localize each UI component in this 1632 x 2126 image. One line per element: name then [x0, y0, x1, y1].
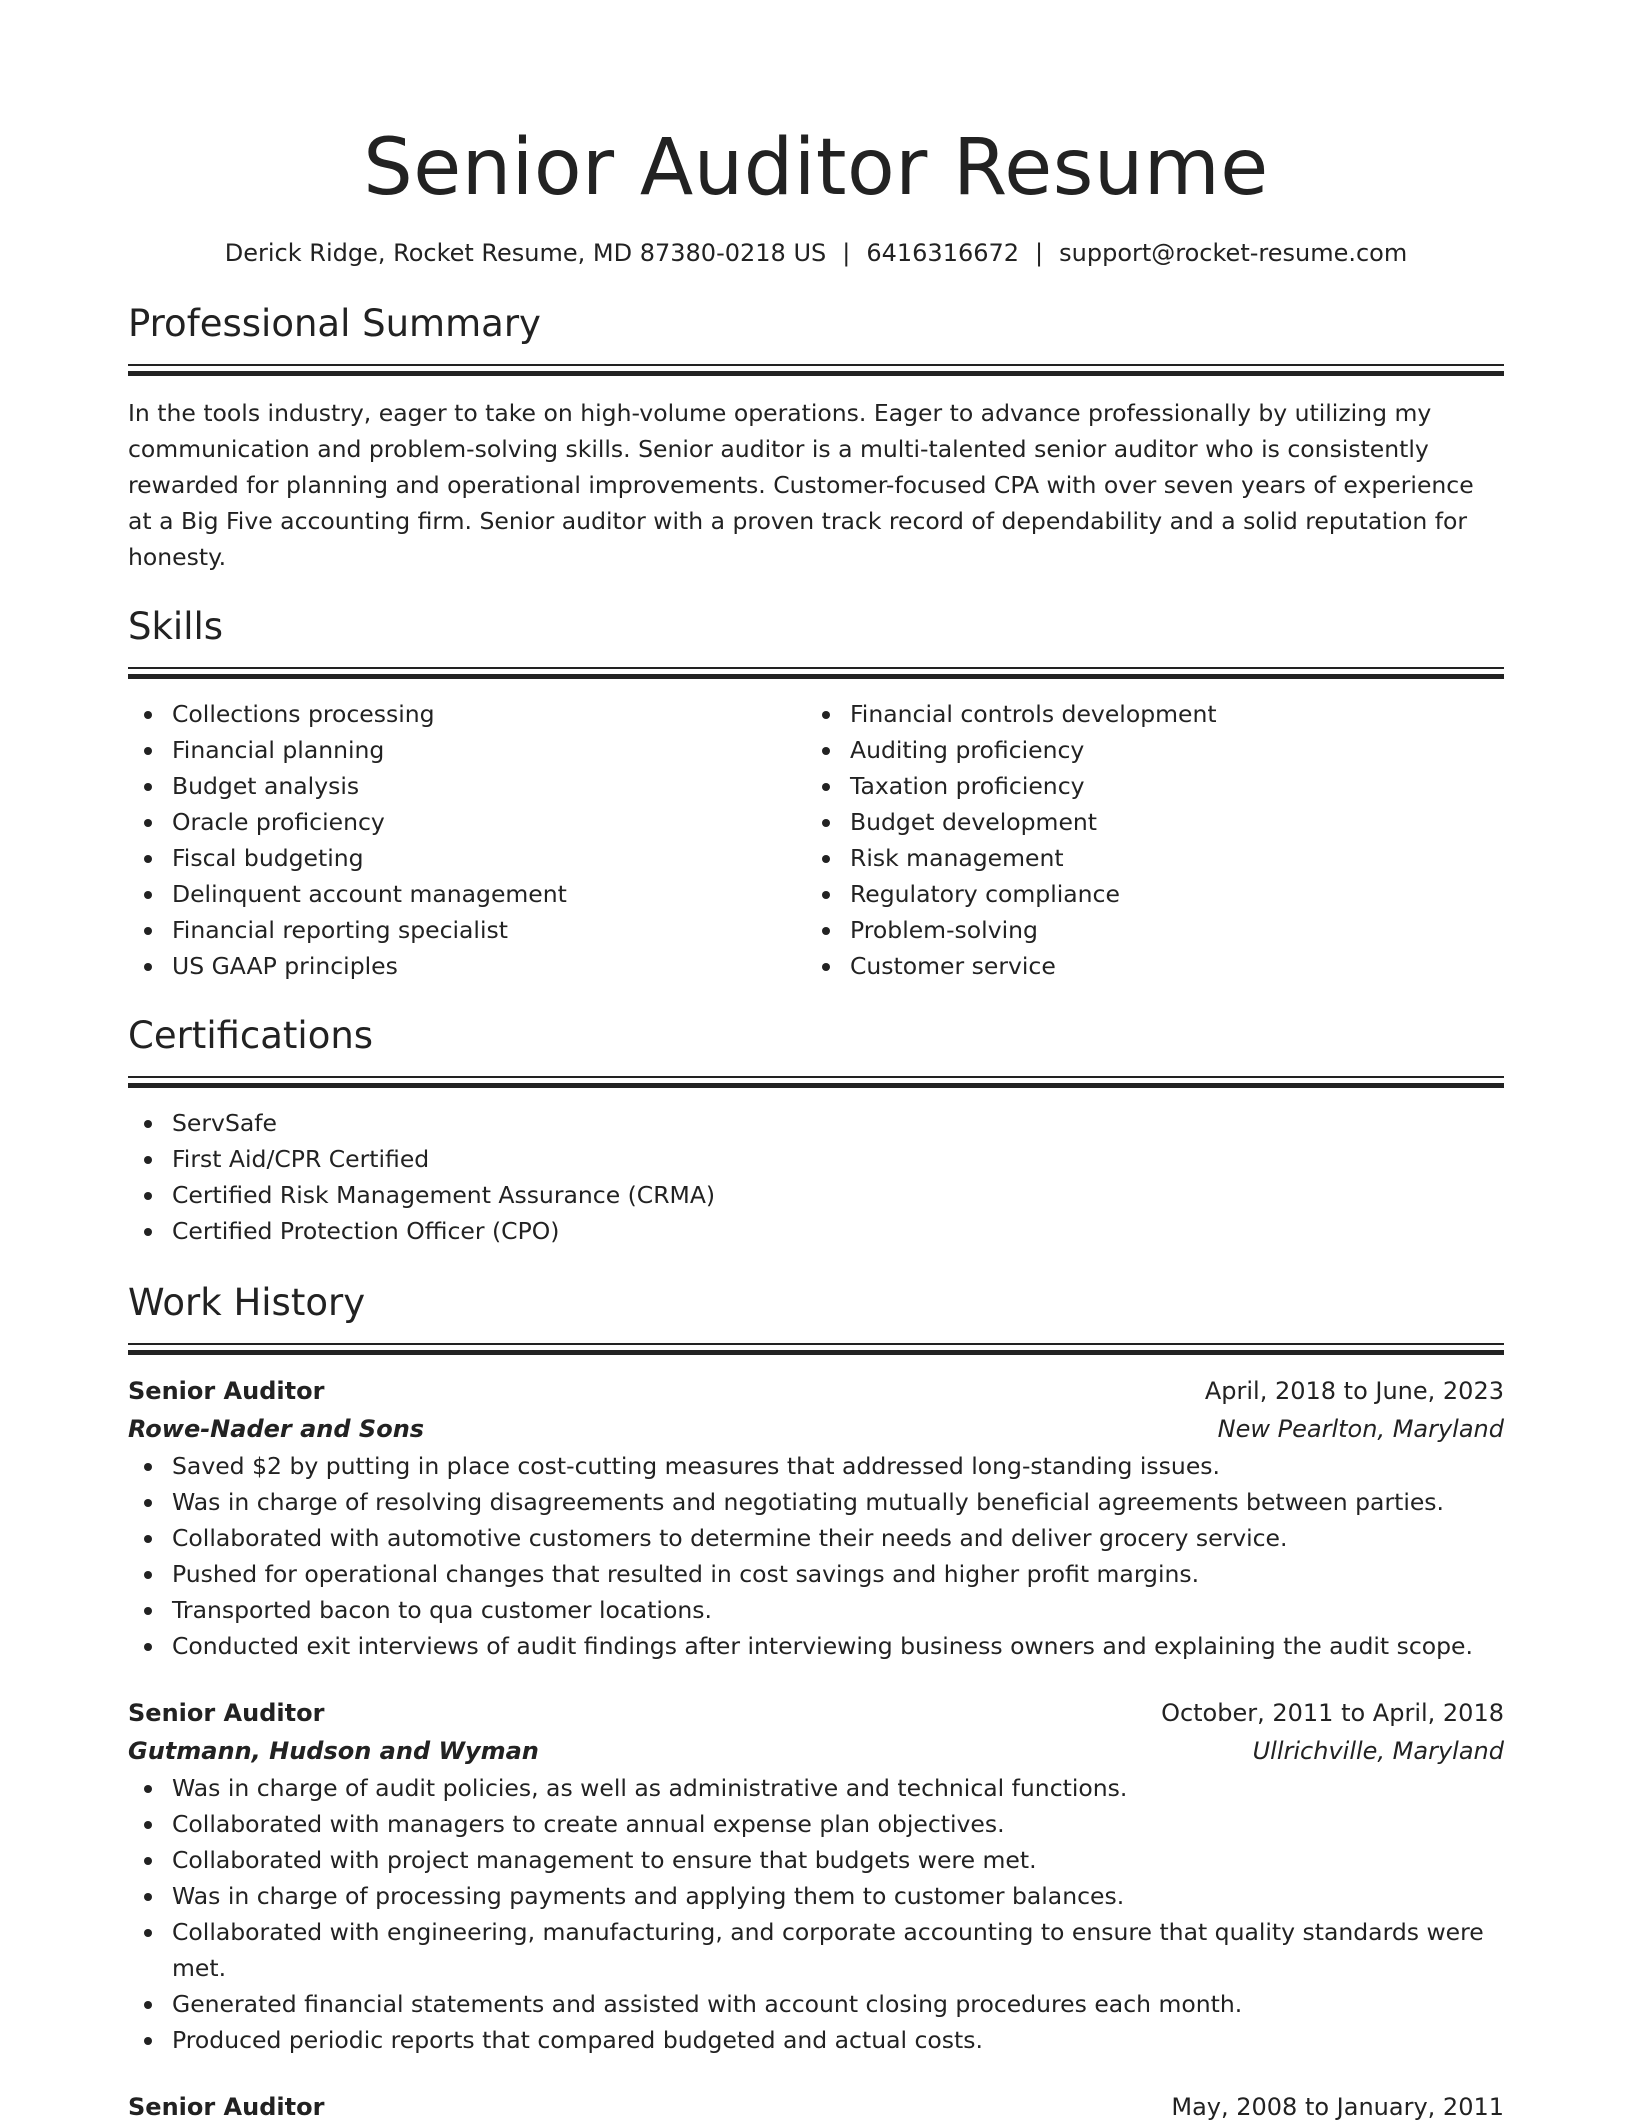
list-item: Collections processing [128, 696, 806, 732]
contact-email[interactable]: support@rocket-resume.com [1059, 239, 1408, 267]
job-subheader [128, 1410, 1504, 1448]
section-divider [128, 1076, 1504, 1078]
summary-text: In the tools industry, eager to take on high-volume operations. Eager to advance professionally by utilizing my communication and problem-solving skills. Senior auditor is a multi-talented senior auditor who is consistently rewarded for planning and operational improvements. Customer-focused CPA with over seven years of experience at a Big Five accounting firm. Senior auditor with a proven track record of dependability and a solid reputation for honesty. [128, 399, 1474, 571]
job-entry [128, 1694, 1504, 2058]
job-header [128, 2088, 1504, 2126]
section-divider [128, 364, 1504, 366]
resume-page [128, 0, 1504, 2126]
list-item: Budget analysis [128, 768, 806, 804]
list-item: Saved $2 by putting in place cost-cutting measures that addressed long-standing issues. [128, 1448, 1504, 1484]
section-divider [128, 1083, 1504, 1088]
list-item: ServSafe [128, 1105, 1504, 1141]
certifications-list [128, 1105, 1504, 1249]
section-divider [128, 1343, 1504, 1345]
summary-heading: Professional Summary [128, 302, 541, 345]
job-entry [128, 2088, 1504, 2126]
list-item: Transported bacon to qua customer locations. [128, 1592, 1504, 1628]
job-company: Gutmann, Hudson and Wyman [128, 1737, 539, 1765]
page-title: Senior Auditor Resume [363, 123, 1269, 213]
list-item: Auditing proficiency [806, 732, 1484, 768]
contact-separator: | [842, 239, 851, 267]
work-history-heading: Work History [128, 1281, 366, 1324]
job-bullets [128, 1770, 1504, 2058]
list-item: Generated financial statements and assisted with account closing procedures each month. [128, 1986, 1504, 2022]
list-item: Produced periodic reports that compared budgeted and actual costs. [128, 2022, 1504, 2058]
job-header [128, 1372, 1504, 1410]
list-item: Financial reporting specialist [128, 912, 806, 948]
job-title: Senior Auditor [128, 2093, 325, 2121]
list-item: Collaborated with engineering, manufacturing, and corporate accounting to ensure that quality standards were met. [128, 1914, 1504, 1986]
skills-list-left [128, 696, 806, 984]
job-subheader [128, 1732, 1504, 1770]
section-divider [128, 674, 1504, 679]
contact-line [128, 236, 1504, 270]
job-location: New Pearlton, Maryland [1217, 1415, 1504, 1443]
job-bullets [128, 1448, 1504, 1664]
list-item: Financial controls development [806, 696, 1484, 732]
contact-phone: 6416316672 [866, 239, 1020, 267]
job-company: Rowe-Nader and Sons [128, 1415, 425, 1443]
list-item: Regulatory compliance [806, 876, 1484, 912]
list-item: Was in charge of processing payments and applying them to customer balances. [128, 1878, 1504, 1914]
list-item: Conducted exit interviews of audit findings after interviewing business owners and explaining the audit scope. [128, 1628, 1504, 1664]
job-header [128, 1694, 1504, 1732]
job-title: Senior Auditor [128, 1699, 325, 1727]
skills-columns [128, 696, 1504, 984]
list-item: First Aid/CPR Certified [128, 1141, 1504, 1177]
skills-heading: Skills [128, 605, 224, 648]
job-dates: May, 2008 to January, 2011 [1171, 2093, 1504, 2121]
list-item: US GAAP principles [128, 948, 806, 984]
job-title: Senior Auditor [128, 1377, 325, 1405]
list-item: Pushed for operational changes that resulted in cost savings and higher profit margins. [128, 1556, 1504, 1592]
contact-separator: | [1035, 239, 1044, 267]
list-item: Certified Protection Officer (CPO) [128, 1213, 1504, 1249]
job-entry [128, 1372, 1504, 1664]
summary-section [128, 300, 1504, 575]
job-dates: October, 2011 to April, 2018 [1161, 1699, 1504, 1727]
list-item: Problem-solving [806, 912, 1484, 948]
skills-list-right [806, 696, 1484, 984]
list-item: Fiscal budgeting [128, 840, 806, 876]
certifications-section [128, 1012, 1504, 1249]
job-location: Ullrichville, Maryland [1252, 1737, 1504, 1765]
list-item: Budget development [806, 804, 1484, 840]
list-item: Certified Risk Management Assurance (CRMA) [128, 1177, 1504, 1213]
list-item: Customer service [806, 948, 1484, 984]
section-divider [128, 667, 1504, 669]
list-item: Was in charge of resolving disagreements and negotiating mutually beneficial agreements between parties. [128, 1484, 1504, 1520]
list-item: Collaborated with automotive customers to determine their needs and deliver grocery service. [128, 1520, 1504, 1556]
skills-section [128, 603, 1504, 984]
list-item: Was in charge of audit policies, as well as administrative and technical functions. [128, 1770, 1504, 1806]
section-divider [128, 1350, 1504, 1355]
section-divider [128, 371, 1504, 376]
work-history-section [128, 1279, 1504, 2126]
list-item: Collaborated with managers to create annual expense plan objectives. [128, 1806, 1504, 1842]
list-item: Risk management [806, 840, 1484, 876]
list-item: Taxation proficiency [806, 768, 1484, 804]
certifications-heading: Certifications [128, 1014, 374, 1057]
job-dates: April, 2018 to June, 2023 [1204, 1377, 1504, 1405]
list-item: Collaborated with project management to ensure that budgets were met. [128, 1842, 1504, 1878]
list-item: Delinquent account management [128, 876, 806, 912]
contact-address: Derick Ridge, Rocket Resume, MD 87380-0218 US [224, 239, 827, 267]
list-item: Oracle proficiency [128, 804, 806, 840]
list-item: Financial planning [128, 732, 806, 768]
